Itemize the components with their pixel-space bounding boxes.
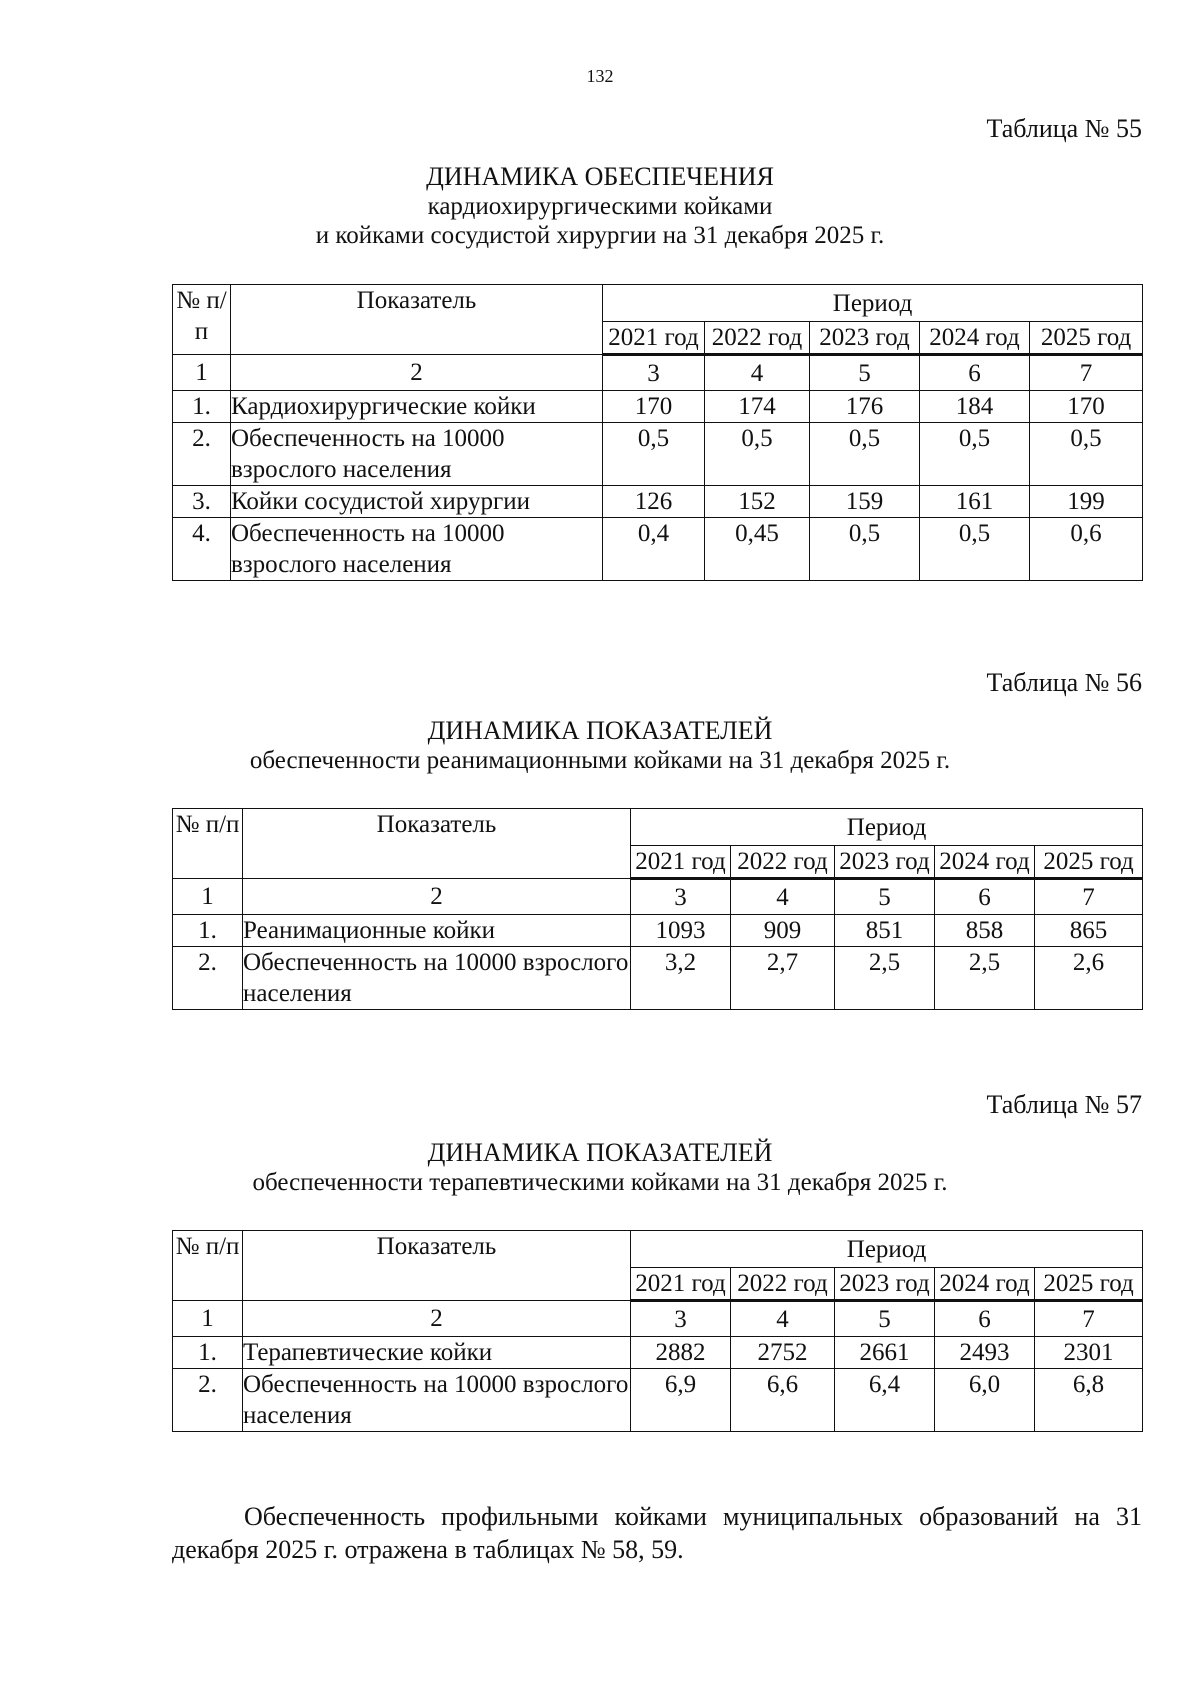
cell-value: 0,5 (1030, 423, 1143, 486)
cell-value: 0,5 (920, 518, 1030, 581)
cell-value: 0,5 (705, 423, 810, 486)
cell-value: 174 (705, 391, 810, 423)
header-indicator: Показатель (243, 809, 631, 879)
row-number: 3. (173, 486, 231, 518)
table-56-subtitle-line-1: обеспеченности реанимационными койками на 31 декабря 2025 г. (249, 747, 951, 774)
row-label: Реанимационные койки (243, 915, 631, 947)
column-index: 2 (243, 879, 631, 915)
cell-value: 159 (810, 486, 920, 518)
table-row (173, 915, 1143, 947)
cell-value: 2752 (731, 1337, 835, 1369)
table-55-caption: Таблица № 55 (986, 114, 1142, 143)
table-55-title-block (0, 162, 1200, 250)
cell-value: 2,5 (835, 947, 935, 1010)
header-year: 2022 год (731, 846, 835, 879)
cell-value: 152 (705, 486, 810, 518)
column-index: 1 (173, 879, 243, 915)
cell-value: 851 (835, 915, 935, 947)
header-period: Период (631, 809, 1143, 846)
column-index: 5 (810, 355, 920, 391)
cell-value: 126 (603, 486, 705, 518)
header-num: № п/п (173, 809, 243, 879)
table-row (173, 518, 1143, 581)
cell-value: 2,7 (731, 947, 835, 1010)
row-number: 2. (173, 423, 231, 486)
row-label: Обеспеченность на 10000 взрослого населения (243, 947, 631, 1010)
table-row (173, 1337, 1143, 1369)
cell-value: 2301 (1035, 1337, 1143, 1369)
closing-paragraph: Обеспеченность профильными койками муниципальных образований на 31 декабря 2025 г. отражена в таблицах № 58, 59. (172, 1502, 1142, 1564)
column-index: 7 (1035, 1301, 1143, 1337)
row-label: Кардиохирургические койки (231, 391, 603, 423)
header-year: 2024 год (935, 1268, 1035, 1301)
column-index: 4 (705, 355, 810, 391)
cell-value: 0,5 (920, 423, 1030, 486)
cell-value: 0,6 (1030, 518, 1143, 581)
column-index: 6 (935, 1301, 1035, 1337)
table-56-title-block (0, 716, 1200, 775)
row-number: 2. (173, 1369, 243, 1432)
cell-value: 2882 (631, 1337, 731, 1369)
column-index: 6 (920, 355, 1030, 391)
cell-value: 0,5 (810, 423, 920, 486)
table-55-title: ДИНАМИКА ОБЕСПЕЧЕНИЯ (426, 162, 774, 191)
cell-value: 858 (935, 915, 1035, 947)
header-indicator: Показатель (231, 285, 603, 355)
column-index: 4 (731, 879, 835, 915)
cell-value: 3,2 (631, 947, 731, 1010)
table-row (173, 391, 1143, 423)
header-num: № п/п (173, 1231, 243, 1301)
table-row (173, 423, 1143, 486)
table-57 (172, 1230, 1143, 1432)
row-label: Обеспеченность на 10000 взрослого населения (243, 1369, 631, 1432)
table-56-title: ДИНАМИКА ПОКАЗАТЕЛЕЙ (427, 716, 773, 745)
cell-value: 184 (920, 391, 1030, 423)
cell-value: 0,5 (810, 518, 920, 581)
cell-value: 0,45 (705, 518, 810, 581)
header-year: 2021 год (631, 846, 731, 879)
header-year: 2023 год (810, 322, 920, 355)
cell-value: 170 (1030, 391, 1143, 423)
row-label: Обеспеченность на 10000 взрослого населения (231, 518, 603, 581)
cell-value: 2661 (835, 1337, 935, 1369)
page-number: 132 (586, 66, 614, 86)
table-row (173, 947, 1143, 1010)
cell-value: 909 (731, 915, 835, 947)
column-index-row (173, 1301, 1143, 1337)
header-period: Период (603, 285, 1143, 322)
column-index: 5 (835, 879, 935, 915)
header-year: 2023 год (835, 1268, 935, 1301)
cell-value: 0,4 (603, 518, 705, 581)
header-year: 2025 год (1035, 1268, 1143, 1301)
table-57-title-block (0, 1138, 1200, 1197)
cell-value: 0,5 (603, 423, 705, 486)
column-index: 1 (173, 1301, 243, 1337)
cell-value: 161 (920, 486, 1030, 518)
cell-value: 865 (1035, 915, 1143, 947)
header-period: Период (631, 1231, 1143, 1268)
row-number: 1. (173, 1337, 243, 1369)
row-number: 1. (173, 915, 243, 947)
cell-value: 6,4 (835, 1369, 935, 1432)
cell-value: 6,9 (631, 1369, 731, 1432)
table-55-subtitle-line-1: кардиохирургическими койками (427, 193, 773, 220)
column-index: 2 (243, 1301, 631, 1337)
column-index: 6 (935, 879, 1035, 915)
row-label: Терапевтические койки (243, 1337, 631, 1369)
table-55-subtitle-line-2: и койками сосудистой хирургии на 31 декабря 2025 г. (315, 222, 885, 249)
header-year: 2022 год (731, 1268, 835, 1301)
cell-value: 6,6 (731, 1369, 835, 1432)
row-label: Обеспеченность на 10000 взрослого населения (231, 423, 603, 486)
header-year: 2021 год (603, 322, 705, 355)
table-56-caption: Таблица № 56 (986, 668, 1142, 697)
row-number: 2. (173, 947, 243, 1010)
header-year: 2025 год (1030, 322, 1143, 355)
cell-value: 1093 (631, 915, 731, 947)
column-index: 3 (631, 1301, 731, 1337)
table-row (173, 1369, 1143, 1432)
row-number: 4. (173, 518, 231, 581)
column-index-row (173, 355, 1143, 391)
row-number: 1. (173, 391, 231, 423)
column-index: 3 (631, 879, 731, 915)
cell-value: 170 (603, 391, 705, 423)
table-row (173, 486, 1143, 518)
header-year: 2021 год (631, 1268, 731, 1301)
cell-value: 2,6 (1035, 947, 1143, 1010)
header-year: 2022 год (705, 322, 810, 355)
column-index: 5 (835, 1301, 935, 1337)
cell-value: 6,0 (935, 1369, 1035, 1432)
cell-value: 2493 (935, 1337, 1035, 1369)
header-year: 2023 год (835, 846, 935, 879)
table-57-subtitle-line-1: обеспеченности терапевтическими койками на 31 декабря 2025 г. (252, 1169, 948, 1196)
header-year: 2024 год (920, 322, 1030, 355)
column-index: 4 (731, 1301, 835, 1337)
column-index: 7 (1035, 879, 1143, 915)
column-index-row (173, 879, 1143, 915)
cell-value: 2,5 (935, 947, 1035, 1010)
column-index: 2 (231, 355, 603, 391)
cell-value: 199 (1030, 486, 1143, 518)
cell-value: 176 (810, 391, 920, 423)
header-year: 2024 год (935, 846, 1035, 879)
row-label: Койки сосудистой хирургии (231, 486, 603, 518)
header-num: № п/п (173, 285, 231, 355)
table-57-caption: Таблица № 57 (986, 1090, 1142, 1119)
header-year: 2025 год (1035, 846, 1143, 879)
table-57-title: ДИНАМИКА ПОКАЗАТЕЛЕЙ (427, 1138, 773, 1167)
column-index: 7 (1030, 355, 1143, 391)
table-55 (172, 284, 1143, 581)
table-56 (172, 808, 1143, 1010)
cell-value: 6,8 (1035, 1369, 1143, 1432)
column-index: 3 (603, 355, 705, 391)
header-indicator: Показатель (243, 1231, 631, 1301)
column-index: 1 (173, 355, 231, 391)
